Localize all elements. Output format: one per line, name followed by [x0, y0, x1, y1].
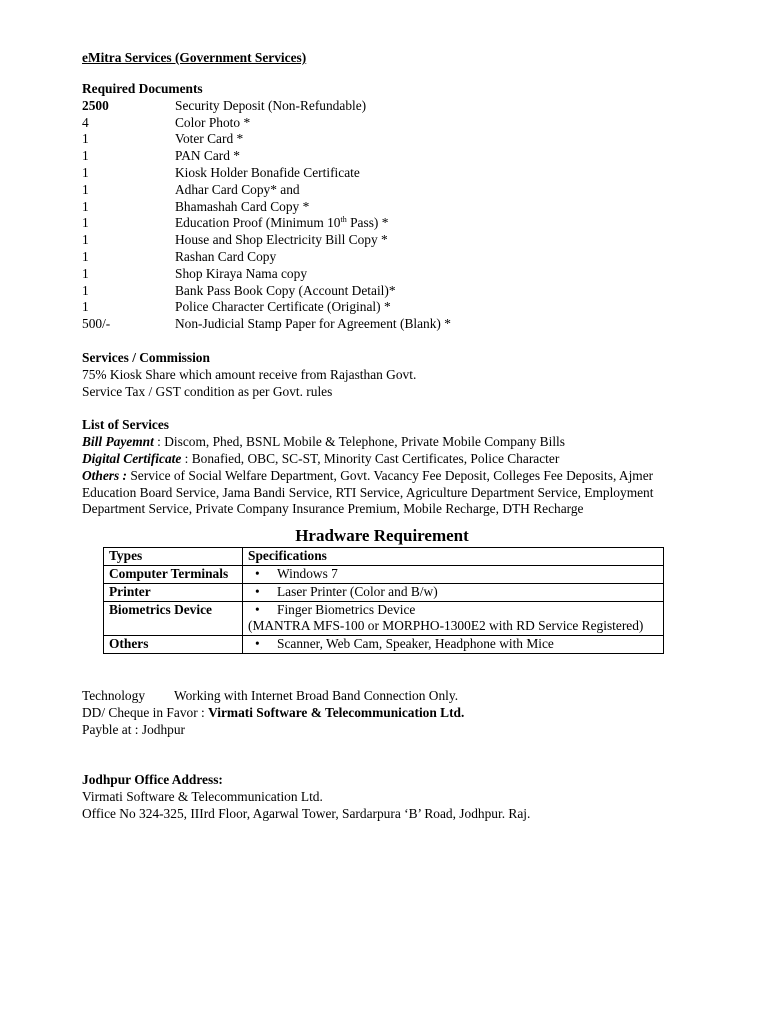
others-text: Service of Social Welfare Department, Govt. Vacancy Fee Deposit, Colleges Fee Deposits, Ajmer Education Board Service, Jama Bandi Service, RTI Service, Agriculture Department Service, Employment Department Service, Private Company Insurance Premium, Mobile Recharge, DTH Recharge: [82, 467, 654, 517]
list-of-services-heading: List of Services: [82, 417, 170, 433]
hardware-spec: [243, 636, 664, 654]
document-row: [82, 182, 451, 199]
hardware-row: [104, 601, 664, 636]
bullet-icon: •: [255, 583, 260, 599]
hardware-spec: [243, 601, 664, 636]
document-row: [82, 98, 451, 115]
hardware-row: [104, 565, 664, 583]
document-name-part: Pass) *: [346, 215, 389, 231]
document-row: [82, 266, 451, 283]
document-name: [175, 215, 451, 232]
document-qty: 1: [82, 198, 89, 214]
payable-at-line: Payble at : Jodhpur: [82, 721, 186, 737]
document-row: [82, 283, 451, 300]
document-name: Kiosk Holder Bonafide Certificate: [175, 164, 360, 180]
document-qty: 1: [82, 265, 89, 281]
bill-payment-text: : Discom, Phed, BSNL Mobile & Telephone, Private Mobile Company Bills: [153, 434, 565, 450]
bill-payment-label: Bill Payemnt: [82, 434, 154, 450]
document-row: [82, 131, 451, 148]
document-name: PAN Card *: [175, 148, 240, 164]
technology-text: Working with Internet Broad Band Connection Only.: [174, 687, 459, 703]
document-qty: 1: [82, 232, 89, 248]
dd-cheque-line: [82, 705, 768, 722]
hardware-header-row: [104, 548, 664, 566]
hardware-spec-text: Scanner, Web Cam, Speaker, Headphone with Mice: [277, 636, 554, 652]
document-row: [82, 316, 451, 333]
document-name: Non-Judicial Stamp Paper for Agreement (Blank) *: [175, 316, 451, 332]
document-qty: 1: [82, 215, 89, 231]
hardware-table: [103, 547, 664, 654]
dd-cheque-value: Virmati Software & Telecommunication Ltd.: [208, 704, 465, 720]
office-address-line: Virmati Software & Telecommunication Ltd.: [82, 789, 323, 805]
document-row: [82, 249, 451, 266]
specifications-column-header: Specifications: [243, 548, 664, 566]
document-row: [82, 232, 451, 249]
document-name: Bank Pass Book Copy (Account Detail)*: [175, 282, 396, 298]
required-documents-list: [82, 98, 451, 333]
hardware-spec-text: Windows 7: [277, 565, 338, 581]
dd-cheque-label: DD/ Cheque in Favor :: [82, 704, 209, 720]
hardware-spec-text: Laser Printer (Color and B/w): [277, 583, 438, 599]
hardware-type: Computer Terminals: [104, 565, 243, 583]
document-qty: 1: [82, 181, 89, 197]
bill-payment-line: [82, 434, 768, 451]
technology-label: Technology: [82, 687, 146, 703]
hardware-type: Biometrics Device: [104, 601, 243, 636]
bullet-icon: •: [255, 565, 260, 581]
digital-certificate-line: [82, 451, 768, 468]
document-row: [82, 199, 451, 216]
office-address-heading: Jodhpur Office Address:: [82, 772, 223, 788]
document-row: [82, 148, 451, 165]
document-qty: 1: [82, 248, 89, 264]
document-name-part: Education Proof (Minimum 10: [175, 215, 341, 231]
document-qty: 1: [82, 164, 89, 180]
types-column-header: Types: [104, 548, 243, 566]
document-name: Adhar Card Copy* and: [175, 181, 300, 197]
bullet-icon: •: [255, 636, 260, 652]
commission-line: Service Tax / GST condition as per Govt. rules: [82, 383, 333, 399]
hardware-heading: Hradware Requirement: [295, 526, 469, 546]
others-label: Others :: [82, 467, 128, 483]
technology-line: [82, 688, 768, 705]
bullet-icon: •: [255, 601, 260, 617]
document-title: eMitra Services (Government Services): [82, 50, 307, 65]
document-row: [82, 299, 451, 316]
document-row: [82, 115, 451, 132]
document-qty: 500/-: [82, 316, 111, 332]
document-row: [82, 165, 451, 182]
hardware-spec-text: Finger Biometrics Device: [277, 601, 416, 617]
office-address-line: Office No 324-325, IIIrd Floor, Agarwal Tower, Sardarpura ‘B’ Road, Jodhpur. Raj.: [82, 805, 531, 821]
hardware-type: Printer: [104, 583, 243, 601]
hardware-spec-detail: (MANTRA MFS-100 or MORPHO-1300E2 with RD Service Registered): [248, 618, 644, 634]
document-name: Rashan Card Copy: [175, 248, 277, 264]
document-name: Security Deposit (Non-Refundable): [175, 97, 367, 113]
superscript-th: th: [340, 215, 347, 225]
document-name: Voter Card *: [175, 131, 244, 147]
document-qty: 2500: [82, 97, 109, 113]
document-name: Shop Kiraya Nama copy: [175, 265, 308, 281]
document-name: House and Shop Electricity Bill Copy *: [175, 232, 388, 248]
document-qty: 1: [82, 148, 89, 164]
document-row: [82, 215, 451, 232]
digital-certificate-label: Digital Certificate: [82, 450, 182, 466]
document-qty: 4: [82, 114, 89, 130]
document-name: Color Photo *: [175, 114, 251, 130]
hardware-spec: [243, 565, 664, 583]
document-name: Bhamashah Card Copy *: [175, 198, 310, 214]
services-commission-heading: Services / Commission: [82, 349, 210, 365]
document-name: Police Character Certificate (Original) *: [175, 299, 391, 315]
hardware-spec: [243, 583, 664, 601]
document-qty: 1: [82, 299, 89, 315]
hardware-type: Others: [104, 636, 243, 654]
required-documents-heading: Required Documents: [82, 81, 203, 96]
document-qty: 1: [82, 282, 89, 298]
hardware-row: [104, 583, 664, 601]
hardware-row: [104, 636, 664, 654]
digital-certificate-text: : Bonafied, OBC, SC-ST, Minority Cast Certificates, Police Character: [181, 450, 560, 466]
document-qty: 1: [82, 131, 89, 147]
others-services-paragraph: [82, 468, 682, 518]
commission-line: 75% Kiosk Share which amount receive from Rajasthan Govt.: [82, 366, 417, 382]
